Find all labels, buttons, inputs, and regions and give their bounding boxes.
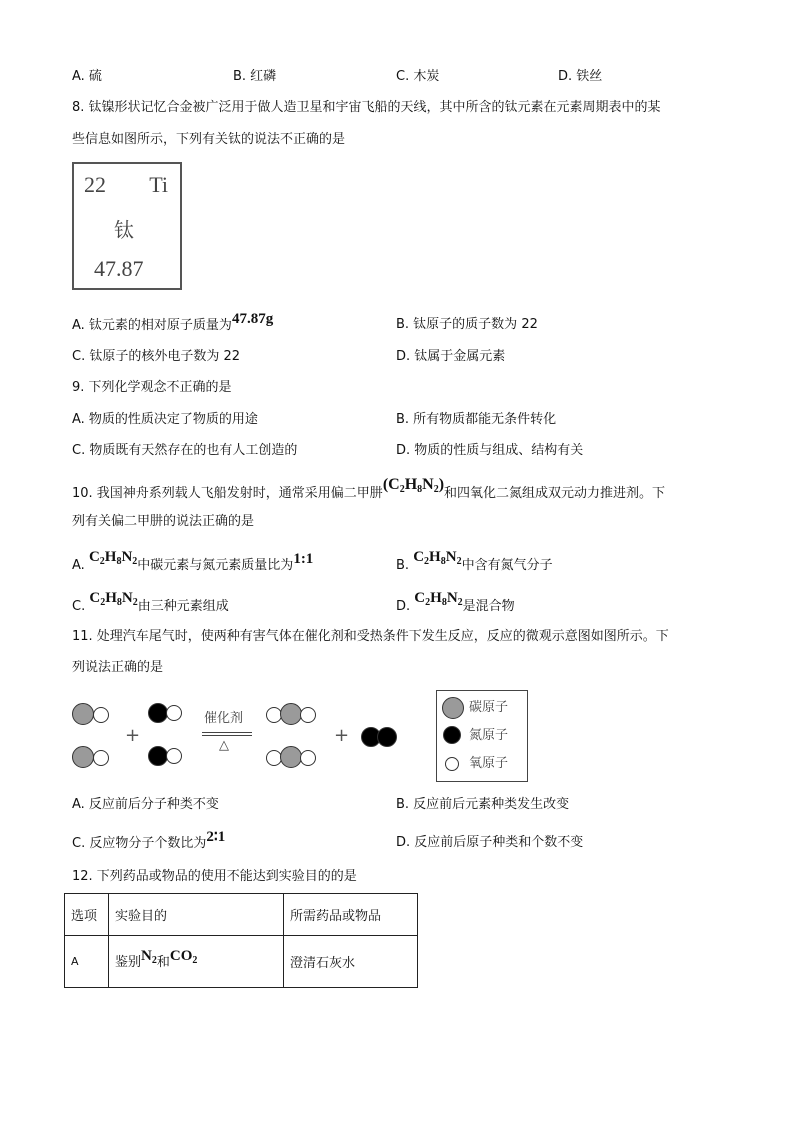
- plus-sign: +: [125, 725, 141, 746]
- atomic-number: 22: [84, 172, 106, 197]
- q7-option-c: C. 木炭: [396, 69, 440, 84]
- cell-item: 澄清石灰水: [284, 936, 418, 988]
- oxygen-atom: [166, 705, 182, 721]
- stem-text: 10. 我国神舟系列载人飞船发射时，通常采用偏二甲肼: [72, 486, 383, 501]
- oxygen-atom: [300, 750, 316, 766]
- formula-c2h8n2: $C_2H_8N_2$: [89, 590, 138, 608]
- carbon-atom: [280, 746, 302, 768]
- element-card: [72, 162, 182, 290]
- legend-nitrogen: 氮原子: [469, 728, 509, 743]
- q11-option-a: A. 反应前后分子种类不变: [72, 797, 219, 812]
- formula-c2h8n2: $C_2H_8N_2$: [88, 549, 138, 567]
- q12-stem: 12. 下列药品或物品的使用不能达到实验目的的是: [72, 869, 357, 884]
- q8-option-b: B. 钛原子的质子数为 22: [396, 317, 538, 332]
- q8-option-d: D. 钛属于金属元素: [396, 349, 506, 364]
- carbon-atom: [72, 746, 94, 768]
- q9-option-b: B. 所有物质都能无条件转化: [396, 412, 557, 427]
- oxygen-atom: [93, 707, 109, 723]
- q7-option-b: B. 红磷: [233, 69, 277, 84]
- header-item: 所需药品或物品: [284, 894, 418, 936]
- q9-stem: 9. 下列化学观念不正确的是: [72, 380, 232, 395]
- q7-option-a: A. 硫: [72, 69, 102, 84]
- element-name: 钛: [114, 218, 134, 242]
- formula-c2h8n2: $C_2H_8N_2$: [413, 549, 462, 567]
- cell-purpose: 鉴别$N_2$和$CO_2$: [109, 936, 284, 988]
- ratio-value: 2∶1: [206, 829, 226, 845]
- q8-stem: 8. 钛镍形状记忆合金被广泛用于做人造卫星和宇宙飞船的天线，其中所含的钛元素在元素周期表中的某: [72, 100, 661, 115]
- mass-value: 47.87g: [231, 311, 274, 327]
- nitrogen-atom: [443, 726, 461, 744]
- legend-oxygen: 氧原子: [469, 756, 509, 771]
- formula-c2h8n2: $C_2H_8N_2$: [414, 590, 463, 608]
- oxygen-atom: [445, 757, 459, 771]
- header-purpose: 实验目的: [109, 894, 284, 936]
- mass-ratio: 1:1: [293, 551, 314, 567]
- oxygen-atom: [166, 748, 182, 764]
- q11-stem-cont: 列说法正确的是: [72, 660, 164, 675]
- header-option: 选项: [65, 894, 109, 936]
- q10-stem-cont: 列有关偏二甲肼的说法正确的是: [72, 514, 255, 529]
- q8-option-c: C. 钛原子的核外电子数为 22: [72, 349, 241, 364]
- q11-stem: 11. 处理汽车尾气时，使两种有害气体在催化剂和受热条件下发生反应，反应的微观示意图如图所示。下: [72, 629, 669, 644]
- reaction-arrow: [202, 732, 252, 736]
- nitrogen-atom: [148, 746, 168, 766]
- q12-table: [64, 893, 418, 988]
- oxygen-atom: [93, 750, 109, 766]
- q11-option-d: D. 反应前后原子种类和个数不变: [396, 835, 584, 850]
- table-row: [65, 936, 418, 988]
- cell-option: A: [65, 936, 109, 988]
- stem-text-cont: 和四氧化二氮组成双元动力推进剂。下: [444, 486, 666, 501]
- q10-option-d: D. $C_2H_8N_2$是混合物: [396, 590, 515, 614]
- nitrogen-atom: [377, 727, 397, 747]
- atomic-mass: 47.87: [94, 256, 144, 281]
- heat-symbol: △: [219, 738, 229, 753]
- carbon-atom: [442, 697, 464, 719]
- q10-option-b: B. $C_2H_8N_2$中含有氮气分子: [396, 549, 553, 573]
- q7-option-d: D. 铁丝: [558, 69, 603, 84]
- q10-option-a: A. $C_2H_8N_2$中碳元素与氮元素质量比为1:1: [72, 549, 314, 573]
- carbon-atom: [280, 703, 302, 725]
- q10-stem: [72, 476, 666, 507]
- q11-option-c: C. 反应物分子个数比为2∶1: [72, 829, 226, 851]
- q9-option-d: D. 物质的性质与组成、结构有关: [396, 443, 584, 458]
- q8-option-a: [72, 311, 274, 335]
- q8-stem-cont: 些信息如图所示，下列有关钛的说法不正确的是: [72, 132, 346, 147]
- plus-sign: +: [334, 725, 350, 746]
- element-symbol: Ti: [149, 172, 168, 197]
- legend-box: [436, 690, 528, 782]
- q9-option-c: C. 物质既有天然存在的也有人工创造的: [72, 443, 298, 458]
- nitrogen-atom: [148, 703, 168, 723]
- q9-option-a: A. 物质的性质决定了物质的用途: [72, 412, 258, 427]
- carbon-atom: [72, 703, 94, 725]
- table-header-row: [65, 894, 418, 936]
- catalyst-label: 催化剂: [204, 711, 244, 726]
- legend-carbon: 碳原子: [469, 700, 509, 715]
- oxygen-atom: [300, 707, 316, 723]
- option-text: A. 钛元素的相对原子质量为: [72, 318, 232, 333]
- formula-c2h8n2: $(C_2H_8N_2)$: [382, 476, 445, 495]
- q10-option-c: C. $C_2H_8N_2$由三种元素组成: [72, 590, 229, 614]
- q11-option-b: B. 反应前后元素种类发生改变: [396, 797, 570, 812]
